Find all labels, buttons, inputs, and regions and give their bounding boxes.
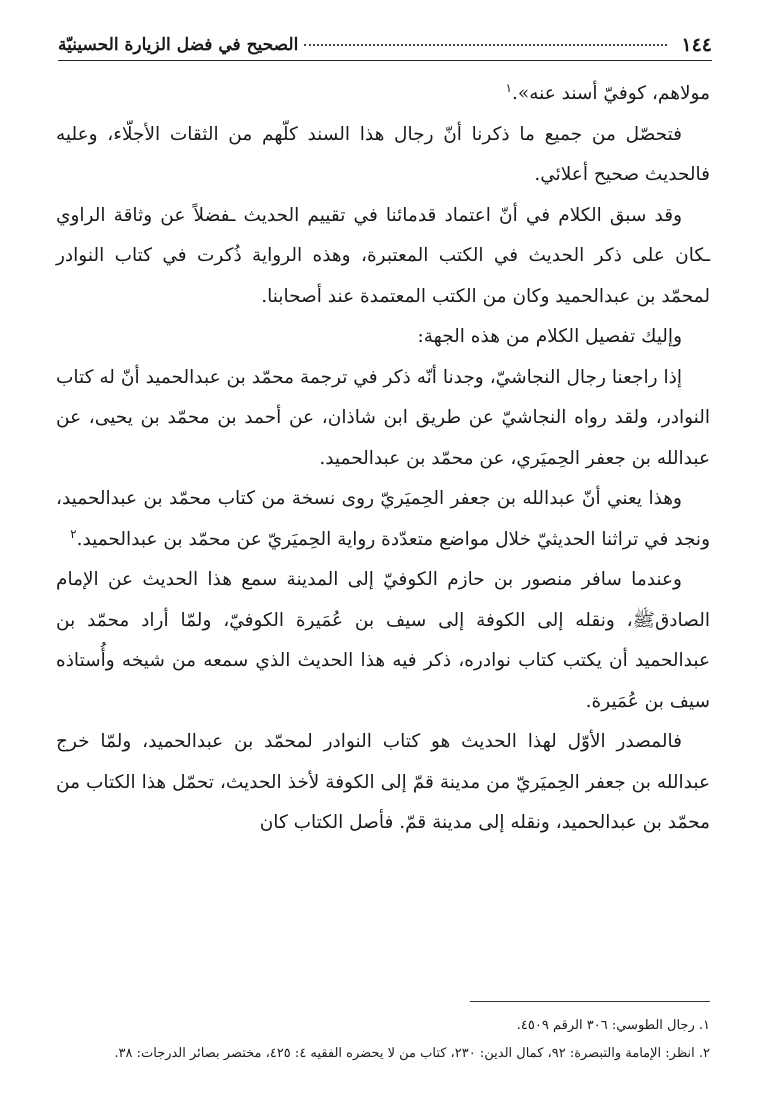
paragraph-text: مولاهم، كوفيّ أسند عنه». [512, 83, 710, 104]
paragraph-5: إذا راجعنا رجال النجاشيّ، وجدنا أنّه ذكر في ترجمة محمّد بن عبدالحميد أنّ له كتاب النوادر، ولقد رواه النجاشيّ عن طريق ابن شاذان، عن أحمد بن محمّد بن يحيى، عن عبدالله بن جعفر الحِميَري، عن محمّد بن عبدالحميد. [56, 366, 710, 469]
footnote-ref-2[interactable]: ٢ [70, 526, 77, 541]
paragraph-3: وقد سبق الكلام في أنّ اعتماد قدمائنا في تقييم الحديث ـفضلاً عن وثاقة الراوي ـكان على ذكر الحديث في الكتب المعتبرة، وهذه الرواية ذُكرت في كتاب النوادر لمحمّد بن عبدالحميد وكان من الكتب المعتمدة عند أصحابنا. [56, 204, 710, 307]
header-leader-dots [304, 44, 667, 46]
paragraph-text: وهذا يعني أنّ عبدالله بن جعفر الحِميَريّ روى نسخة من كتاب محمّد بن عبدالحميد، ونجد في تراثنا الحديثيّ خلال مواضع متعدّدة رواية الحِميَريّ عن محمّد بن عبدالحميد. [56, 488, 710, 550]
footnote-2: ٢. انظر: الإمامة والتبصرة: ٩٢، كمال الدين: ٢٣٠، كتاب من لا يحضره الفقيه ٤: ٤٢٥، مختصر بصائر الدرجات: ٣٨. [114, 1046, 710, 1061]
paragraph-8: فالمصدر الأوّل لهذا الحديث هو كتاب النوادر لمحمّد بن عبدالحميد، ولمّا خرج عبدالله بن جعفر الحِميَريّ من مدينة قمّ إلى الكوفة لأخذ الحديث، تحمّل هذا الكتاب من محمّد بن عبدالحميد، ونقله إلى مدينة قمّ. فأصل الكتاب كان [56, 731, 710, 833]
footnote-ref-1[interactable]: ١ [505, 80, 512, 95]
paragraph-7: وعندما سافر منصور بن حازم الكوفيّ إلى المدينة سمع هذا الحديث عن الإمام الصادقﷺ، ونقله إلى الكوفة إلى سيف بن عُمَيرة الكوفيّ، ولمّا أراد محمّد بن عبدالحميد أن يكتب كتاب نوادره، ذكر فيه هذا الحديث الذي سمعه من شيخه وأُستاذه سيف بن عُمَيرة. [56, 569, 710, 712]
paragraph-1 [56, 74, 710, 115]
main-text [56, 74, 710, 844]
paragraph-6 [56, 479, 710, 560]
footnote-1: ١. رجال الطوسي: ٣٠٦ الرقم ٤٥٠٩. [516, 1018, 710, 1033]
running-header [58, 30, 712, 61]
paragraph-4: وإليك تفصيل الكلام من هذه الجهة: [417, 326, 682, 347]
paragraph-2: فتحصّل من جميع ما ذكرنا أنّ رجال هذا السند كلّهم من الثقات الأجلّاء، وعليه فالحديث صحيح أعلائي. [56, 123, 710, 185]
footnote-divider [470, 1001, 710, 1002]
page-number: ١٤٤ [681, 34, 712, 56]
footnotes [56, 1012, 710, 1068]
running-title: الصحيح في فضل الزيارة الحسينيّة [58, 35, 299, 55]
